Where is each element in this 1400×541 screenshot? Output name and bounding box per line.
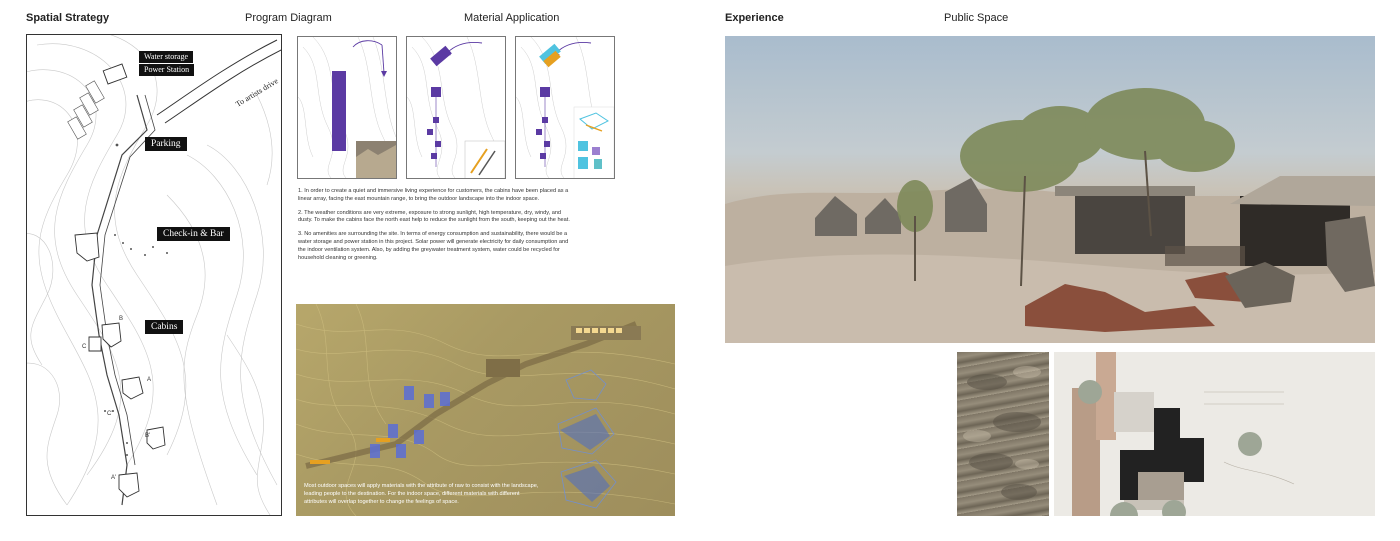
power-station-tag: Power Station <box>139 64 194 76</box>
site-plan-contours <box>27 35 282 516</box>
experience-photo-drawing <box>725 36 1375 343</box>
site-plan <box>26 34 282 516</box>
cabin-letter-c-prime: C' <box>107 411 113 417</box>
note-3: 3. No amenities are surrounding the site. In terms of energy consumption and sustainability, there would be a water storage and power station in this project. Solar power will generate electricity for daily consumption and the indoor ventilation system. Also, by adding the greywater treatment system, water could be recycled for household cleaning or greening. <box>298 231 569 261</box>
public-space-heading: Public Space <box>944 12 1009 24</box>
stone-texture-drawing <box>957 352 1049 516</box>
material-render <box>296 304 675 516</box>
material-application-heading: Material Application <box>464 12 560 24</box>
road-label: To artists drive <box>234 76 280 109</box>
program-diagram-1-drawing <box>298 37 397 179</box>
cabin-letter-b-prime: B' <box>145 433 151 439</box>
render-caption: Most outdoor spaces will apply materials with the attribute of raw to consist with the landscape, leading people to the destination. For the indoor space, different materials with different attributes will overlap together to change the feelings of space. <box>304 483 539 505</box>
cabin-letter-c: C <box>82 344 87 350</box>
cabin-letter-a-prime: A' <box>111 475 117 481</box>
water-storage-tag: Water storage <box>139 51 193 63</box>
cabin-letter-b: B <box>119 316 124 322</box>
program-diagram-1 <box>297 36 397 179</box>
experience-heading: Experience <box>725 12 784 24</box>
cabin-letter-a: A <box>147 377 152 383</box>
note-1: 1. In order to create a quiet and immersive living experience for customers, the cabins have been placed as a linear array, facing the east mountain range, to bring the outdoor landscape into the indoor space. <box>298 188 569 202</box>
public-space-plan <box>1054 352 1375 516</box>
public-space-plan-drawing <box>1054 352 1375 516</box>
cabins-tag: Cabins <box>145 320 183 334</box>
checkin-bar-tag: Check-in & Bar <box>157 227 230 241</box>
parking-tag: Parking <box>145 137 187 151</box>
program-diagram-2-drawing <box>407 37 506 179</box>
design-notes <box>298 188 570 268</box>
program-diagram-heading: Program Diagram <box>245 12 332 24</box>
program-diagram-3-drawing <box>516 37 615 179</box>
stone-texture-image <box>957 352 1049 516</box>
program-diagram-3 <box>515 36 615 179</box>
program-diagram-2 <box>406 36 506 179</box>
experience-photo <box>725 36 1375 343</box>
spatial-strategy-heading: Spatial Strategy <box>26 12 110 24</box>
note-2: 2. The weather conditions are very extreme, exposure to strong sunlight, high temperature, dry, windy, and dusty. To make the cabins face the north east help to reduce the sunlight from the south, keeping out the heat. <box>298 209 570 224</box>
